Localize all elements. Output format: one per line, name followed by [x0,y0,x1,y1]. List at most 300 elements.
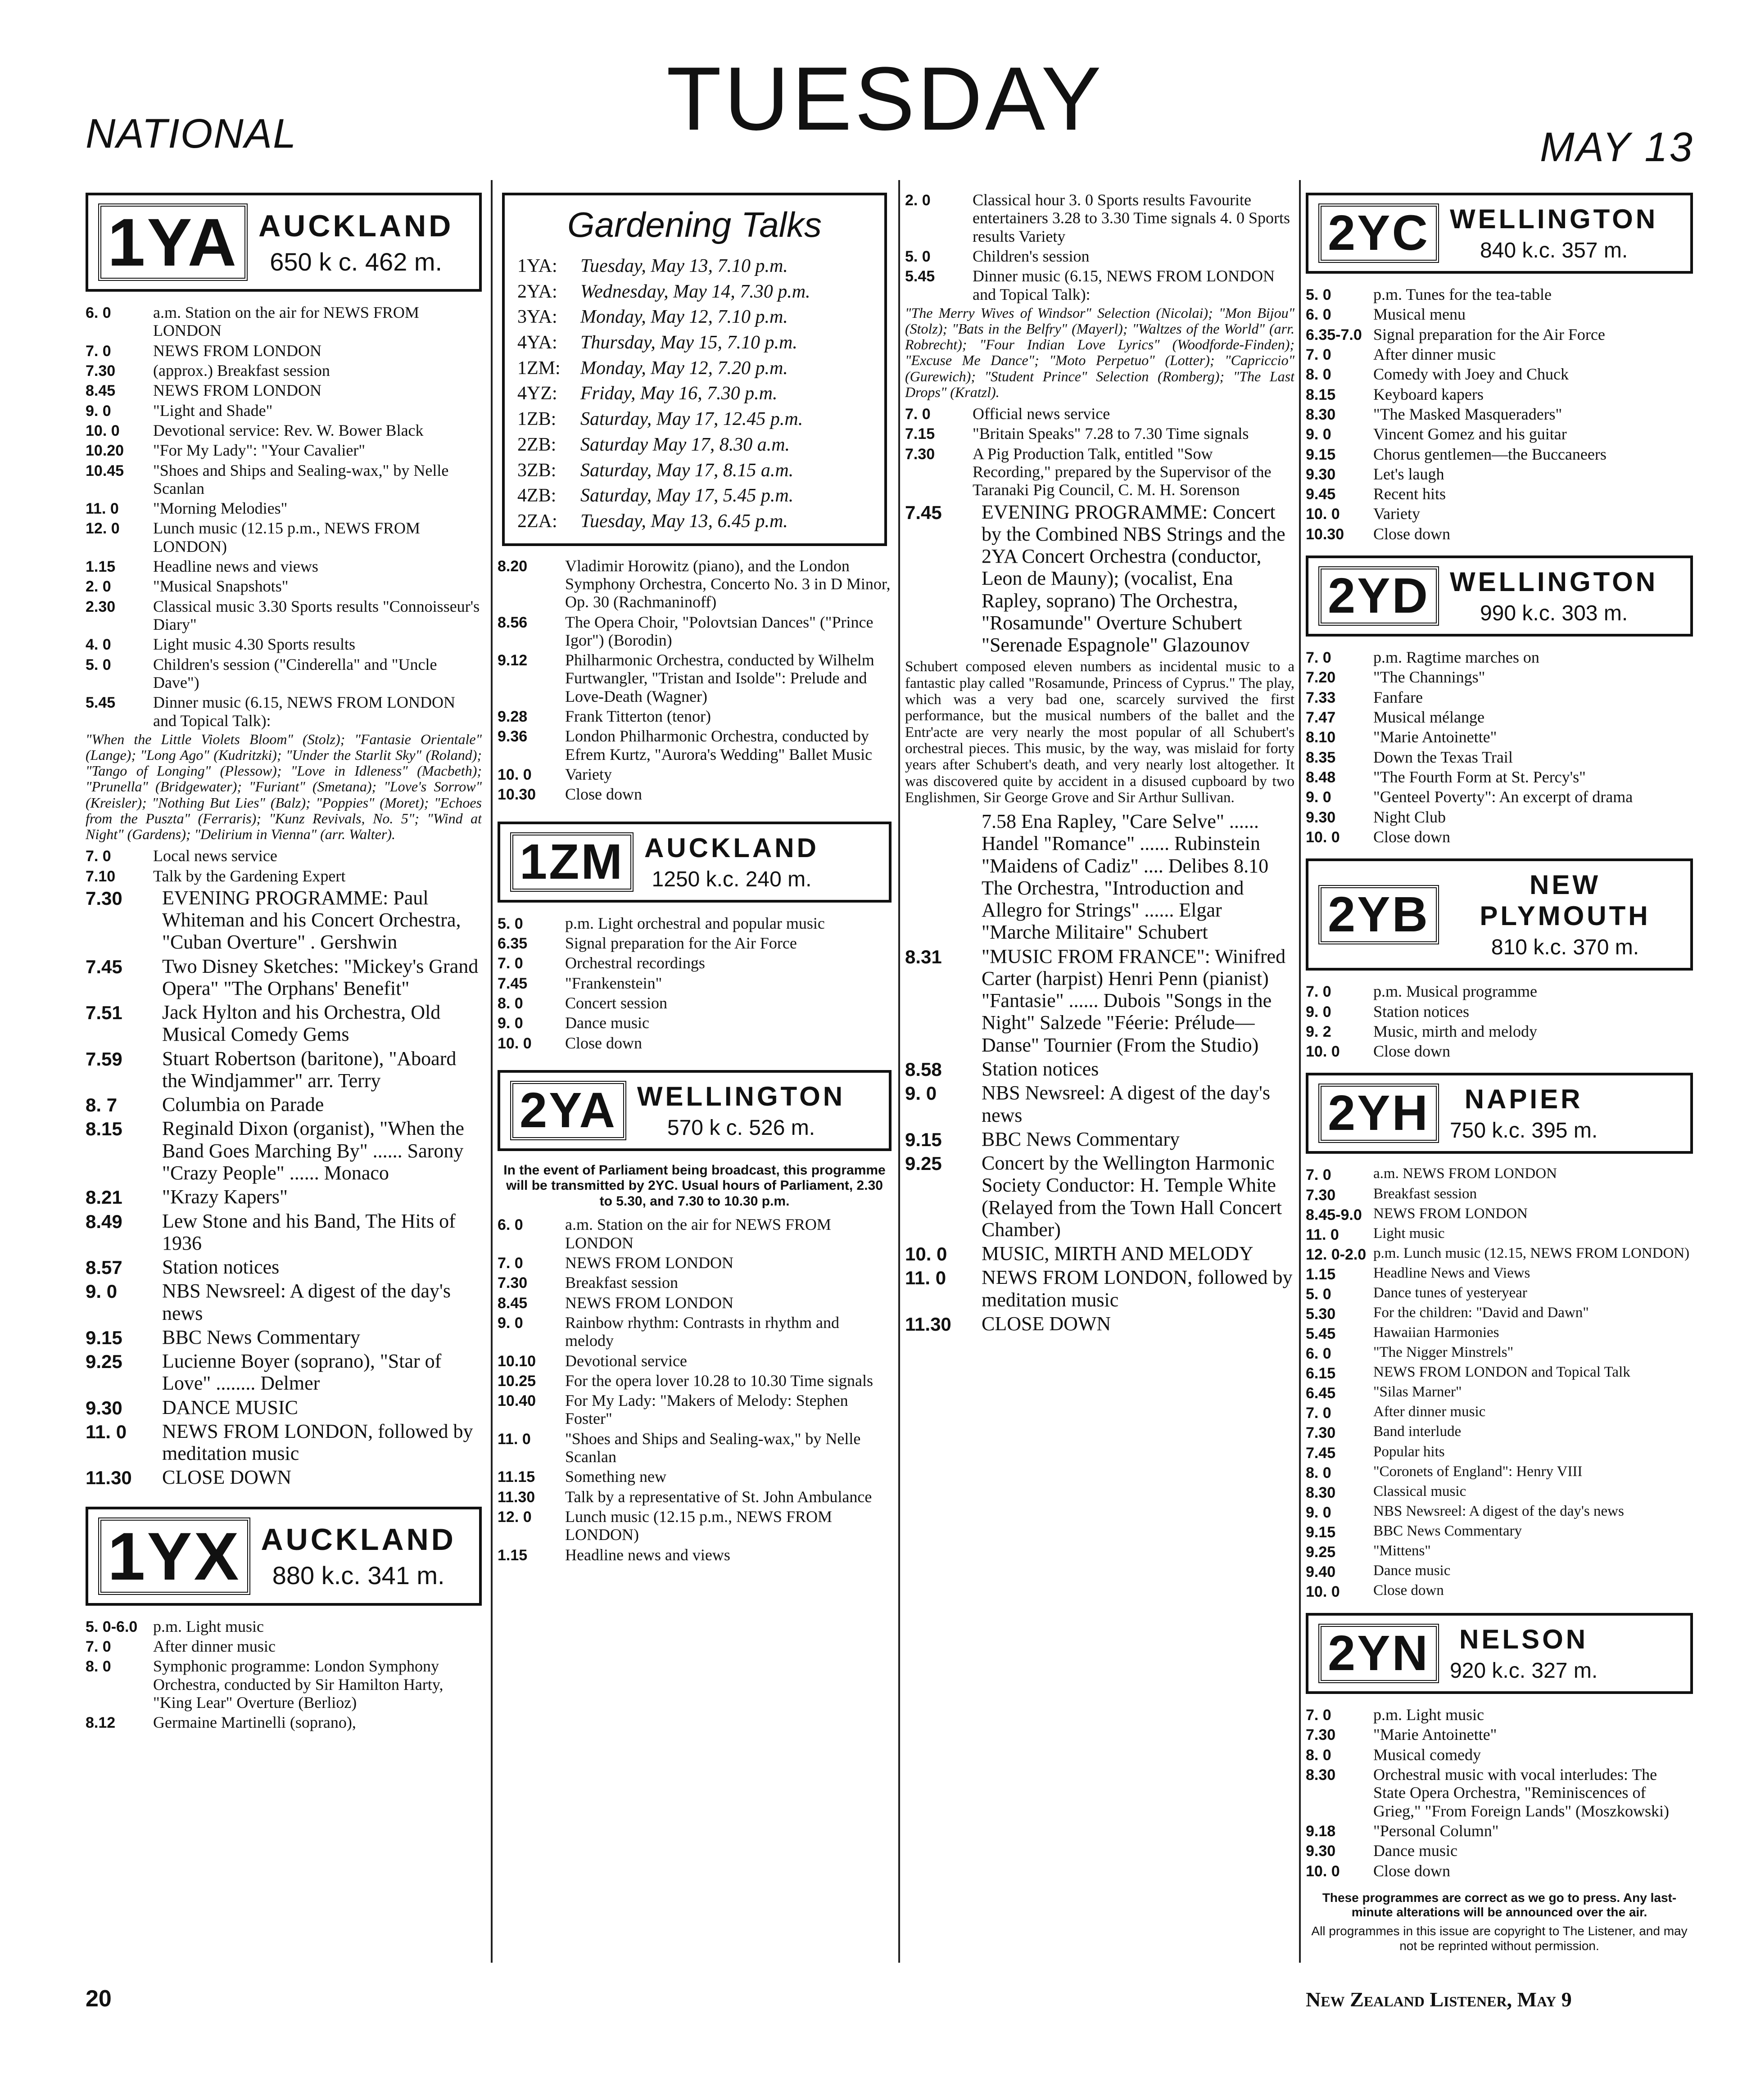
entry-text: Light music 4.30 Sports results [153,635,355,654]
gardening-talks-list [517,253,872,534]
evening-programme-entry [905,810,1294,944]
programme-entry [498,1488,892,1506]
entry-text: "Genteel Poverty": An excerpt of drama [1373,788,1633,806]
entry-time: 5. 0-6.0 [86,1618,138,1635]
entry-time: 11. 0 [1306,1226,1339,1243]
entry-time: 7.30 [1306,1726,1336,1744]
entry-time: 8.48 [1306,768,1336,786]
programme-entry [498,651,892,705]
programme-entry [498,1508,892,1544]
station-frequency: 880 k.c. 341 m. [272,1561,445,1590]
programme-entry [86,1466,482,1488]
gardening-talk-row [517,253,872,279]
programme-entry [86,557,482,575]
entry-time: 5.45 [86,694,116,712]
programme-entry [905,445,1294,499]
entry-text: "Light and Shade" [153,401,273,420]
entry-text: Lucienne Boyer (soprano), "Star of Love" ........ Delmer [162,1350,442,1395]
station-frequency: 1250 k.c. 240 m. [652,867,812,891]
entry-time: 9. 0 [1306,789,1331,806]
entry-time: 12. 0-2.0 [1306,1246,1367,1263]
programme-entry [1306,285,1693,303]
entry-time: 7. 0 [1306,346,1331,363]
entry-text: DANCE MUSIC [162,1396,298,1418]
programme-entry [1306,345,1693,363]
entry-time: 8.30 [1306,1766,1336,1784]
programme-entry [1306,1862,1693,1880]
gardening-station: 3YA: [517,307,557,328]
programme-entry [1306,768,1693,786]
entry-time: 10.25 [498,1372,536,1390]
programme-entry [86,1001,482,1046]
entry-time: 7. 0 [86,342,111,360]
entry-text: EVENING PROGRAMME: Paul Whiteman and his Concert Orchestra, "Cuban Overture" . Gershwin [162,886,461,953]
entry-time: 7.30 [1306,1186,1336,1204]
entry-time: 7.51 [86,1002,122,1024]
programme-entry [498,1014,892,1032]
programme-list [1306,982,1693,1060]
gardening-time: Saturday, May 17, 12.45 p.m. [580,409,803,430]
entry-text: CLOSE DOWN [162,1466,292,1489]
entry-time: 9.36 [498,728,528,745]
entry-text: "The Fourth Form at St. Percy's" [1373,768,1586,786]
programme-entry [1306,1582,1693,1600]
entry-time: 6.45 [1306,1385,1336,1402]
entry-text: Jack Hylton and his Orchestra, Old Musical Comedy Gems [162,1001,441,1046]
programme-entry [86,342,482,360]
entry-time: 8.21 [86,1187,122,1208]
entry-time: 5. 0 [905,248,931,265]
entry-time: 11.30 [905,1313,951,1335]
entry-text: NEWS FROM LONDON [153,341,322,360]
programme-entry [1306,788,1693,806]
programme-entry [86,519,482,555]
evening-programme-entry [905,501,1294,656]
station-call: 2YD [1318,566,1439,626]
entry-text: Close down [1373,1582,1444,1599]
entry-text: NBS Newsreel: A digest of the day's news [162,1280,451,1324]
column-1 [86,189,482,1954]
entry-time: 9.30 [86,1397,122,1418]
gardening-talk-row [517,509,872,534]
programme-entry [905,1058,1294,1080]
programme-entry [905,1128,1294,1150]
entry-text: Close down [1373,1861,1450,1880]
programme-list [1306,1706,1693,1880]
entry-time: 7. 0 [905,406,931,423]
column-2 [498,189,892,1954]
programme-list [1306,285,1693,543]
entry-text: a.m. NEWS FROM LONDON [1373,1165,1557,1182]
programme-entry [1306,982,1693,1000]
entry-time: 7. 0 [86,848,111,865]
entry-time: 7. 0 [1306,983,1331,1001]
entry-text: Lunch music (12.15 p.m., NEWS FROM LONDON) [153,519,420,555]
programme-entry [86,381,482,399]
gardening-time: Tuesday, May 13, 7.10 p.m. [580,256,788,276]
programme-entry [1306,1746,1693,1764]
rosamunde-note: Schubert composed eleven numbers as incidental music to a fantastic play called "Rosamunde, Princess of Cyprus." The play, which was a very bad one, scarcely survived the first performance, but the musical numbers of the ballet and the Entr'acte are very nearly the most popular of all Schubert's orchestral pieces. This music, by the way, was mislaid for forty years after Schubert's death, and very nearly lost altogether. It was discovered quite by accident in a disused cupboard by two Englishmen, Sir George Grove and Sir Arthur Sullivan. [905,659,1294,806]
entry-text: Orchestral recordings [565,954,705,972]
station-frequency: 990 k.c. 303 m. [1480,601,1628,626]
station-box-1ya [86,193,482,292]
entry-time: 9.25 [1306,1543,1336,1561]
programme-entry [86,461,482,498]
entry-text: "Frankenstein" [565,974,662,992]
entry-text: MUSIC, MIRTH AND MELODY [982,1242,1254,1265]
entry-text: Devotional service [565,1351,687,1370]
programme-entry [905,405,1294,423]
entry-text: BBC News Commentary [982,1128,1180,1150]
programme-entry [905,1266,1294,1311]
entry-time: 8.31 [905,946,942,967]
station-call: 2YA [510,1081,626,1140]
entry-text: Music, mirth and melody [1373,1022,1537,1040]
programme-entry [905,267,1294,303]
entry-text: a.m. Station on the air for NEWS FROM LONDON [153,303,419,340]
entry-time: 1.15 [86,558,116,576]
entry-text: Local news service [153,847,277,865]
entry-text: Close down [565,1034,642,1052]
station-box-2yc [1306,193,1693,274]
entry-text: Down the Texas Trail [1373,748,1513,766]
entry-text: Dinner music (6.15, NEWS FROM LONDON and Topical Talk): [153,693,455,730]
entry-time: 9.45 [1306,486,1336,503]
programme-entry [1306,1364,1693,1382]
gardening-station: 2ZA: [517,510,557,532]
programme-entry [1306,1503,1693,1521]
entry-text: EVENING PROGRAMME: Concert by the Combined NBS Strings and the 2YA Concert Orchestra (conductor, Leon de Mauny); (vocalist, Ena Rapley, soprano) The Orchestra, "Rosamunde" Overture Schubert "Serenade Espagnole" Glazounov [982,501,1285,656]
programme-entry [498,1294,892,1312]
entry-time: 10.30 [1306,525,1344,543]
entry-text: Vincent Gomez and his guitar [1373,425,1567,443]
evening-programme [905,945,1294,1335]
programme-entry [1306,1165,1693,1183]
station-city: NAPIER [1464,1084,1583,1115]
programme-entry [86,577,482,595]
gardening-time: Saturday, May 17, 8.15 a.m. [580,460,794,481]
entry-text: Chorus gentlemen—the Buccaneers [1373,445,1607,463]
entry-time: 11.30 [498,1488,535,1506]
programme-entry [1306,1022,1693,1040]
entry-time: 9.12 [498,652,528,669]
entry-text: "Marie Antoinette" [1373,728,1497,746]
entry-text: Frank Titterton (tenor) [565,707,711,726]
entry-time: 6.35-7.0 [1306,326,1362,343]
entry-text: "Marie Antoinette" [1373,1725,1497,1744]
entry-time: 8. 0 [1306,1746,1331,1764]
entry-text: Dance music [565,1014,649,1032]
entry-text: "Shoes and Ships and Sealing-wax," by Nelle Scanlan [153,461,449,497]
gardening-talk-row [517,279,872,305]
entry-time: 9.25 [86,1351,122,1373]
entry-time: 7. 0 [1306,1707,1331,1724]
entry-text: For the children: "David and Dawn" [1373,1304,1589,1321]
programme-entry [86,1326,482,1348]
programme-entry [498,914,892,932]
gardening-talk-row [517,483,872,509]
station-call: 1YA [98,203,248,281]
entry-text: NBS Newsreel: A digest of the day's news [982,1082,1270,1126]
programme-entry [905,1082,1294,1126]
entry-text: For My Lady: "Makers of Melody: Stephen Foster" [565,1391,848,1428]
station-call: 2YB [1318,885,1439,944]
entry-text: Devotional service: Rev. W. Bower Black [153,421,424,439]
programme-entry [1306,465,1693,483]
entry-text: Musical mélange [1373,708,1484,726]
station-city: AUCKLAND [261,1522,456,1557]
entry-time: 10. 0 [1306,1862,1340,1880]
entry-text: "The Channings" [1373,668,1485,686]
gardening-talk-row [517,304,872,330]
entry-text: Breakfast session [1373,1185,1477,1202]
entry-time: 8.10 [1306,729,1336,746]
programme-entry [1306,1563,1693,1581]
entry-text: Close down [565,785,642,804]
programme-entry [1306,1725,1693,1743]
entry-text: Headline news and views [153,557,318,576]
entry-time: 8.12 [86,1714,116,1732]
programme-list [905,405,1294,499]
entry-time: 8.58 [905,1059,942,1080]
entry-text: p.m. Light music [1373,1706,1484,1724]
entry-text: p.m. Light orchestral and popular music [565,914,825,932]
entry-time: 8. 0 [498,994,523,1012]
entry-time: 10.30 [498,786,536,804]
entry-time: 7.30 [1306,1424,1336,1442]
entry-time: 10. 0 [1306,828,1340,846]
entry-time: 9.30 [1306,465,1336,483]
gardening-time: Monday, May 12, 7.10 p.m. [580,307,788,328]
press-notice [1306,1891,1693,1919]
entry-time: 9. 0 [1306,426,1331,443]
station-city: NELSON [1459,1624,1589,1655]
programme-list [1306,648,1693,846]
entry-time: 9.18 [1306,1823,1336,1840]
gardening-station: 2ZB: [517,434,557,455]
programme-entry [1306,648,1693,666]
programme-list [86,303,482,730]
entry-text: Vladimir Horowitz (piano), and the London Symphony Orchestra, Concerto No. 3 in D Minor, Op. 30 (Rachmaninoff) [565,556,891,611]
programme-entry [1306,688,1693,706]
entry-text: The Opera Choir, "Polovtsian Dances" ("Prince Igor") (Borodin) [565,613,874,649]
entry-text: Something new [565,1468,666,1486]
programme-entry [498,765,892,783]
entry-text: Two Disney Sketches: "Mickey's Grand Opera" "The Orphans' Benefit" [162,955,479,999]
entry-time: 5.45 [905,268,935,285]
gardening-talk-row [517,432,872,458]
entry-time: 12. 0 [86,520,120,537]
programme-entry [1306,1523,1693,1541]
programme-entry [1306,1324,1693,1342]
programme-entry [1306,808,1693,826]
entry-time: 7.45 [905,501,942,523]
entry-time: 9.28 [498,708,528,726]
station-frequency: 920 k.c. 327 m. [1449,1659,1598,1683]
station-city: WELLINGTON [637,1081,846,1111]
entry-text: CLOSE DOWN [982,1312,1111,1335]
programme-entry [905,247,1294,265]
entry-text: "Personal Column" [1373,1822,1499,1840]
entry-text: Recent hits [1373,485,1446,503]
entry-time: 9. 0 [1306,1504,1331,1521]
programme-entry [1306,1042,1693,1060]
programme-entry [86,1617,482,1635]
station-box-2ya [498,1070,892,1151]
entry-time: 5. 0 [1306,1285,1331,1303]
gardening-time: Friday, May 16, 7.30 p.m. [580,383,778,404]
programme-entry [1306,525,1693,543]
programme-entry [86,402,482,420]
entry-time: 10. 0 [1306,1043,1340,1061]
entry-time: 7.30 [498,1274,528,1292]
entry-text: "Mittens" [1373,1542,1431,1559]
entry-time: 9. 2 [1306,1023,1331,1040]
entry-text: Headline News and Views [1373,1265,1530,1281]
programme-entry [86,441,482,459]
programme-entry [1306,708,1693,726]
programme-entry [1306,325,1693,343]
entry-time: 10. 0 [498,766,532,783]
entry-text: p.m. Musical programme [1373,982,1537,1001]
programme-entry [86,1256,482,1278]
station-city: AUCKLAND [644,832,819,863]
programme-entry [86,303,482,340]
entry-text: "Britain Speaks" 7.28 to 7.30 Time signals [973,425,1249,443]
entry-time: 7.45 [498,975,528,992]
programme-entry [1306,828,1693,846]
programme-entry [86,955,482,1000]
entry-time: 8. 0 [1306,366,1331,384]
entry-text: NEWS FROM LONDON, followed by meditation music [162,1420,473,1465]
entry-time: 9.15 [905,1129,942,1150]
entry-time: 7.59 [86,1048,122,1070]
programme-entry [1306,425,1693,443]
entry-text: Comedy with Joey and Chuck [1373,365,1569,384]
programme-list [905,191,1294,303]
programme-entry [1306,505,1693,523]
entry-time: 10.10 [498,1352,536,1370]
entry-time: 7.10 [86,867,116,885]
entry-text: Signal preparation for the Air Force [1373,325,1605,343]
programme-entry [498,1372,892,1390]
programme-entry [1306,305,1693,323]
entry-text: Dinner music (6.15, NEWS FROM LONDON and Topical Talk): [973,267,1275,303]
programme-entry [86,1350,482,1395]
station-box-2yb [1306,858,1693,971]
station-box-1zm [498,822,892,903]
entry-text: "Musical Snapshots" [153,577,289,596]
entry-time: 9. 0 [86,402,111,420]
entry-text: NEWS FROM LONDON [565,1293,734,1312]
programme-entry [1306,1245,1693,1263]
entry-text: Musical menu [1373,305,1466,324]
entry-text: Keyboard kapers [1373,385,1484,403]
gardening-station: 4YZ: [517,383,557,404]
entry-text: Lunch music (12.15 p.m., NEWS FROM LONDON) [565,1508,832,1544]
entry-text: Classical music [1373,1483,1466,1499]
entry-time: 10. 0 [1306,1583,1340,1601]
gardening-talks-box [502,193,887,546]
gardening-time: Saturday, May 17, 5.45 p.m. [580,485,794,506]
column-rule [898,180,900,1963]
entry-text: Columbia on Parade [162,1093,324,1116]
column-3 [905,189,1294,1954]
entry-text: Philharmonic Orchestra, conducted by Wilhelm Furtwangler, "Tristan and Isolde": Prelude and Love-Death (Wagner) [565,651,874,705]
programme-entry [498,1391,892,1428]
gardening-time: Wednesday, May 14, 7.30 p.m. [580,281,810,302]
entry-text: NBS Newsreel: A digest of the day's news [1373,1503,1624,1519]
entry-time: 9.15 [86,1327,122,1348]
programme-list [498,914,892,1052]
entry-text: Light music [1373,1225,1445,1242]
gardening-talk-row [517,330,872,356]
entry-text: Headline news and views [565,1545,730,1564]
entry-text: Children's session ("Cinderella" and "Uncle Dave") [153,655,437,691]
programme-entry [86,655,482,692]
programme-list [86,1617,482,1732]
entry-text: Lew Stone and his Band, The Hits of 1936 [162,1210,456,1254]
entry-time: 7.30 [905,445,935,463]
page-number: 20 [86,1986,112,2012]
entry-text: Variety [565,765,612,783]
entry-text: Band interlude [1373,1423,1462,1440]
station-city: WELLINGTON [1449,567,1658,597]
entry-time: 5.45 [1306,1325,1336,1343]
entry-text: NEWS FROM LONDON [1373,1205,1528,1222]
gardening-time: Thursday, May 15, 7.10 p.m. [580,332,797,353]
entry-time: 8.45-9.0 [1306,1206,1362,1224]
entry-text: "Krazy Kapers" [162,1186,288,1208]
entry-text: p.m. Ragtime marches on [1373,648,1539,667]
entry-time: 8.15 [1306,386,1336,403]
entry-time: 7. 0 [86,1638,111,1656]
programme-entry [1306,485,1693,503]
entry-text: Hawaiian Harmonies [1373,1324,1499,1341]
programme-entry [498,974,892,992]
programme-entry [498,707,892,725]
programme-entry [1306,1842,1693,1860]
station-box-2yh [1306,1073,1693,1154]
header-day: TUESDAY [666,49,1104,149]
entry-text: Station notices [1373,1002,1469,1021]
entry-time: 1.15 [498,1546,528,1564]
programme-list [1306,1165,1693,1600]
entry-time: 7. 0 [1306,1405,1331,1422]
programme-entry [498,1034,892,1052]
programme-entry [1306,1206,1693,1224]
station-frequency: 750 k.c. 395 m. [1449,1119,1598,1143]
entry-time: 8.45 [86,382,116,400]
gardening-time: Monday, May 12, 7.20 p.m. [580,357,788,379]
programme-list [498,1215,892,1564]
press-notice-text: These programmes are correct as we go to press. Any last-minute alterations will be announced over the air. [1322,1890,1677,1919]
programme-entry [1306,1225,1693,1243]
programme-entry [86,1657,482,1712]
programme-entry [498,1546,892,1564]
entry-text: Dance music [1373,1563,1451,1579]
entry-time: 9.15 [1306,1523,1336,1541]
entry-time: 8.20 [498,557,528,575]
programme-entry [86,1713,482,1731]
entry-text: After dinner music [153,1637,276,1656]
entry-text: Station notices [162,1256,280,1278]
header-date: MAY 13 [1540,124,1694,170]
entry-time: 8.45 [498,1294,528,1312]
entry-time [905,810,982,944]
station-call: 1YX [98,1517,250,1595]
entry-text: NEWS FROM LONDON and Topical Talk [1373,1364,1630,1381]
